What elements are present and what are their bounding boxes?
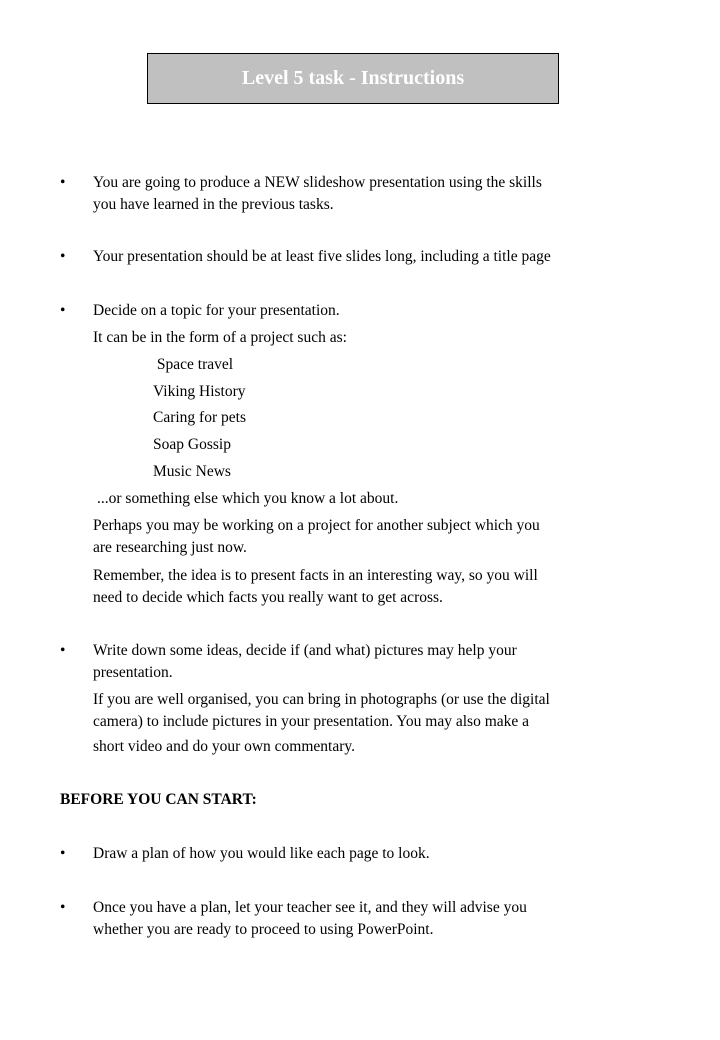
topic-caring-for-pets: Caring for pets — [153, 409, 246, 426]
bullet-2-marker: • — [60, 248, 66, 265]
bullet-4-line-2: presentation. — [93, 664, 173, 681]
bullet-1-marker: • — [60, 174, 66, 191]
bullet-4-organised-line-3: short video and do your own commentary. — [93, 738, 356, 755]
bullet-3-form: It can be in the form of a project such as: — [93, 329, 347, 346]
bullet-3-perhaps-line-2: are researching just now. — [93, 539, 247, 556]
bullet-4-organised-line-2: camera) to include pictures in your presentation. You may also make a — [93, 713, 530, 730]
bullet-2-text: Your presentation should be at least five slides long, including a title page — [93, 248, 551, 265]
bullet-4-marker: • — [60, 642, 66, 659]
bullet-6-marker: • — [60, 899, 66, 916]
bullet-6-line-2: whether you are ready to proceed to using PowerPoint. — [93, 921, 434, 938]
bullet-5-text: Draw a plan of how you would like each page to look. — [93, 845, 430, 862]
bullet-6-line-1: Once you have a plan, let your teacher see it, and they will advise you — [93, 899, 527, 916]
bullet-4-line-1: Write down some ideas, decide if (and what) pictures may help your — [93, 642, 517, 659]
topic-space-travel: Space travel — [153, 356, 234, 373]
bullet-3-marker: • — [60, 302, 66, 319]
bullet-3-intro: Decide on a topic for your presentation. — [93, 302, 340, 319]
section-heading: BEFORE YOU CAN START: — [60, 791, 257, 808]
title-box — [147, 53, 559, 104]
bullet-5-marker: • — [60, 845, 66, 862]
topic-viking-history: Viking History — [153, 383, 246, 400]
bullet-3-remember-line-2: need to decide which facts you really want to get across. — [93, 589, 443, 606]
topic-soap-gossip: Soap Gossip — [153, 436, 231, 453]
page-title: Level 5 task - Instructions — [241, 67, 465, 89]
topic-music-news: Music News — [153, 463, 231, 480]
bullet-1-line-1: You are going to produce a NEW slideshow presentation using the skills — [93, 174, 542, 191]
bullet-1-line-2: you have learned in the previous tasks. — [93, 196, 334, 213]
bullet-4-organised-line-1: If you are well organised, you can bring in photographs (or use the digital — [93, 691, 550, 708]
bullet-3-perhaps-line-1: Perhaps you may be working on a project for another subject which you — [93, 517, 540, 534]
bullet-3-remember-line-1: Remember, the idea is to present facts in an interesting way, so you will — [93, 567, 538, 584]
bullet-3-else: ...or something else which you know a lot about. — [97, 490, 399, 507]
